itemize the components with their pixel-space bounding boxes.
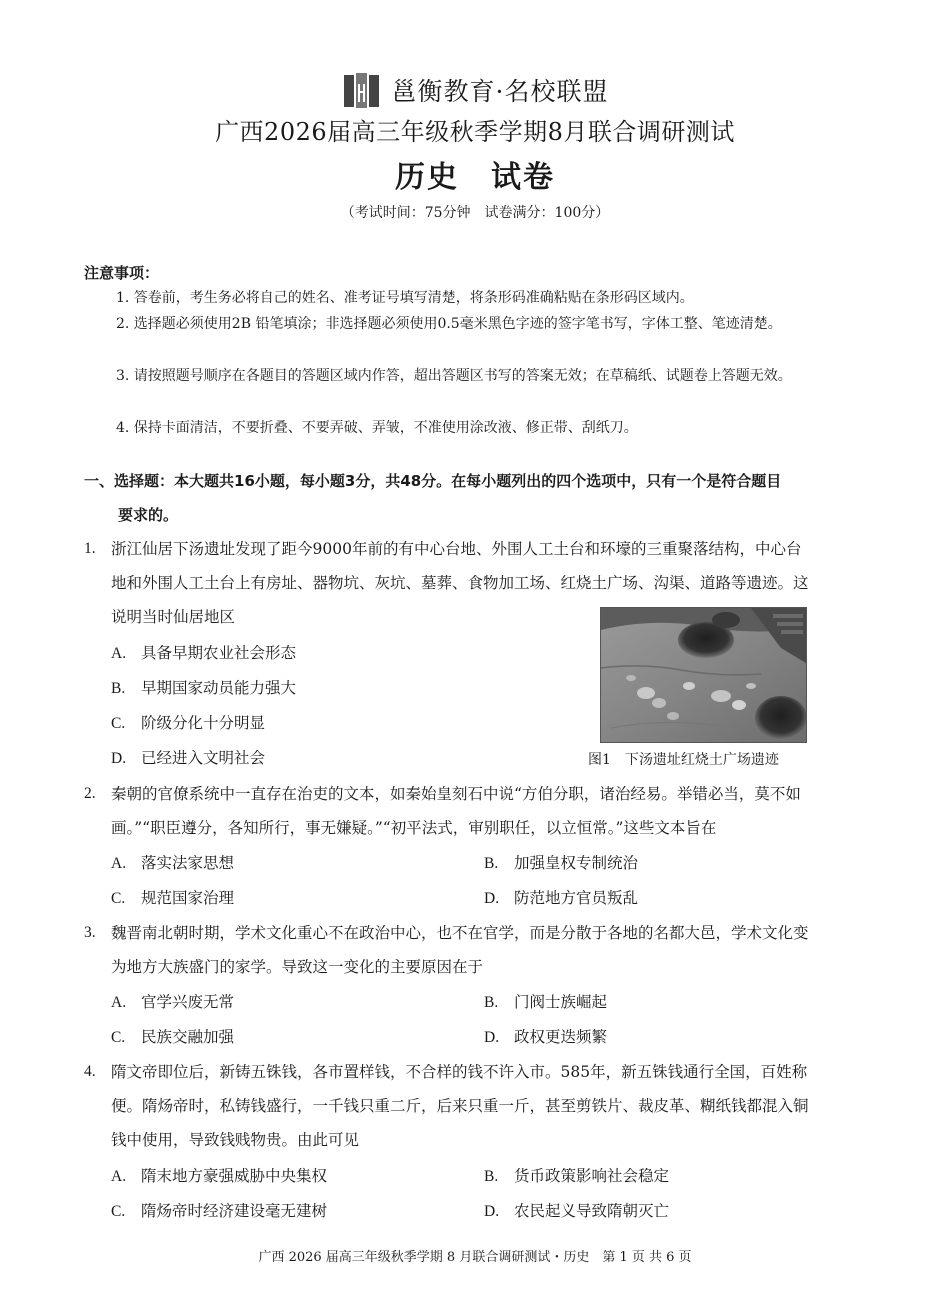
option-letter: B. [484, 1168, 499, 1185]
option-letter: A. [111, 855, 127, 872]
section-heading-line1: 一、选择题：本大题共16小题，每小题3分，共48分。在每小题列出的四个选项中，只有一个是符合题目 [84, 472, 782, 490]
option-text: 货币政策影响社会稳定 [514, 1167, 670, 1185]
option-text: 已经进入文明社会 [141, 749, 266, 767]
note-item-3: 3. 请按照题号顺序在各题目的答题区域内作答，超出答题区书写的答案无效；在草稿纸、试题卷上答题无效。 [116, 368, 792, 384]
option-c [111, 881, 234, 916]
subject-title: 历史 试卷 [395, 160, 555, 195]
option-d [484, 881, 638, 916]
brand-header [0, 70, 950, 110]
stem-line: 为地方大族盛门的家学。导致这一变化的主要原因在于 [111, 958, 484, 976]
question-stem [111, 777, 871, 845]
option-letter: D. [111, 750, 127, 767]
option-letter: C. [111, 1203, 126, 1220]
exam-info: （考试时间：75分钟 试卷满分：100分） [340, 205, 610, 221]
option-letter: A. [111, 994, 127, 1011]
option-b [111, 671, 296, 706]
page-footer: 广西 2026 届高三年级秋季学期 8 月联合调研测试・历史 第 1 页 共 6 页 [258, 1250, 692, 1265]
option-letter: C. [111, 715, 126, 732]
option-letter: D. [484, 1029, 500, 1046]
stem-line: 画。”“职臣遵分，各知所行，事无嫌疑。”“初平法式，审别职任，以立恒常。”这些文本旨在 [111, 819, 717, 837]
section-heading [84, 464, 874, 532]
option-letter: C. [111, 1029, 126, 1046]
option-d [111, 741, 265, 776]
stem-line: 隋文帝即位后，新铸五铢钱，各市置样钱，不合样的钱不许入市。585年，新五铢钱通行全国，百姓称 [111, 1063, 808, 1081]
option-letter: B. [484, 855, 499, 872]
stem-line: 便。隋炀帝时，私铸钱盛行，一千钱只重二斤，后来只重一斤，甚至剪铁片、裁皮革、糊纸钱都混入铜 [111, 1097, 809, 1115]
option-text: 阶级分化十分明显 [141, 714, 266, 732]
question-stem [111, 916, 871, 984]
note-item-2: 2. 选择题必须使用2B 铅笔填涂；非选择题必须使用0.5毫米黑色字迹的签字笔书写，字体工整、笔迹清楚。 [116, 316, 782, 332]
excavation-site-photo [600, 607, 807, 743]
option-letter: D. [484, 890, 500, 907]
book-logo-icon [342, 70, 382, 110]
option-d [484, 1194, 669, 1229]
option-text: 官学兴废无常 [141, 993, 235, 1011]
option-text: 规范国家治理 [141, 889, 235, 907]
option-a [111, 846, 234, 881]
option-a [111, 1159, 327, 1194]
option-text: 农民起义导致隋朝灭亡 [514, 1202, 670, 1220]
exam-title: 广西2026届高三年级秋季学期8月联合调研测试 [215, 118, 735, 146]
option-c [111, 706, 265, 741]
option-letter: A. [111, 1168, 127, 1185]
stem-line: 地和外围人工土台上有房址、器物坑、灰坑、墓葬、食物加工场、红烧土广场、沟渠、道路等遗迹。这 [111, 574, 809, 592]
option-a [111, 985, 234, 1020]
option-text: 门阀士族崛起 [514, 993, 608, 1011]
stem-line: 魏晋南北朝时期，学术文化重心不在政治中心，也不在官学，而是分散于各地的名都大邑，学术文化变 [111, 924, 809, 942]
option-d [484, 1020, 607, 1055]
option-letter: C. [111, 890, 126, 907]
option-b [484, 1159, 669, 1194]
brand-name: 邕衡教育·名校联盟 [391, 77, 609, 106]
question-number: 3. [84, 924, 96, 941]
notes-heading: 注意事项： [84, 264, 160, 282]
option-text: 民族交融加强 [141, 1028, 235, 1046]
option-c [111, 1194, 327, 1229]
option-a [111, 636, 296, 671]
note-item-1: 1. 答卷前，考生务必将自己的姓名、准考证号填写清楚，将条形码准确粘贴在条形码区域内。 [116, 290, 694, 306]
option-text: 具备早期农业社会形态 [141, 644, 297, 662]
option-text: 隋炀帝时经济建设毫无建树 [141, 1202, 328, 1220]
section-heading-line2: 要求的。 [118, 506, 179, 524]
option-c [111, 1020, 234, 1055]
question-stem [111, 1055, 871, 1157]
option-letter: D. [484, 1203, 500, 1220]
option-b [484, 985, 607, 1020]
stem-line: 秦朝的官僚系统中一直存在治吏的文本，如秦始皇刻石中说“方伯分职，诸治经易。举错必当，莫不如 [111, 785, 801, 803]
stem-line: 浙江仙居下汤遗址发现了距今9000年前的有中心台地、外围人工土台和环壕的三重聚落结构，中心台 [111, 540, 802, 558]
option-text: 隋末地方豪强威胁中央集权 [141, 1167, 328, 1185]
option-letter: B. [484, 994, 499, 1011]
option-text: 防范地方官员叛乱 [514, 889, 639, 907]
option-text: 落实法家思想 [141, 854, 235, 872]
option-text: 早期国家动员能力强大 [141, 679, 297, 697]
option-letter: B. [111, 680, 126, 697]
figure-caption: 图1 下汤遗址红烧土广场遗迹 [588, 752, 779, 768]
option-text: 加强皇权专制统治 [514, 854, 639, 872]
option-b [484, 846, 638, 881]
option-letter: A. [111, 645, 127, 662]
stem-line: 钱中使用，导致钱贱物贵。由此可见 [111, 1131, 360, 1149]
question-number: 4. [84, 1063, 96, 1080]
stem-line: 说明当时仙居地区 [111, 608, 236, 626]
question-number: 2. [84, 785, 96, 802]
question-number: 1. [84, 540, 96, 557]
note-item-4: 4. 保持卡面清洁，不要折叠、不要弄破、弄皱，不准使用涂改液、修正带、刮纸刀。 [116, 420, 638, 436]
option-text: 政权更迭频繁 [514, 1028, 608, 1046]
